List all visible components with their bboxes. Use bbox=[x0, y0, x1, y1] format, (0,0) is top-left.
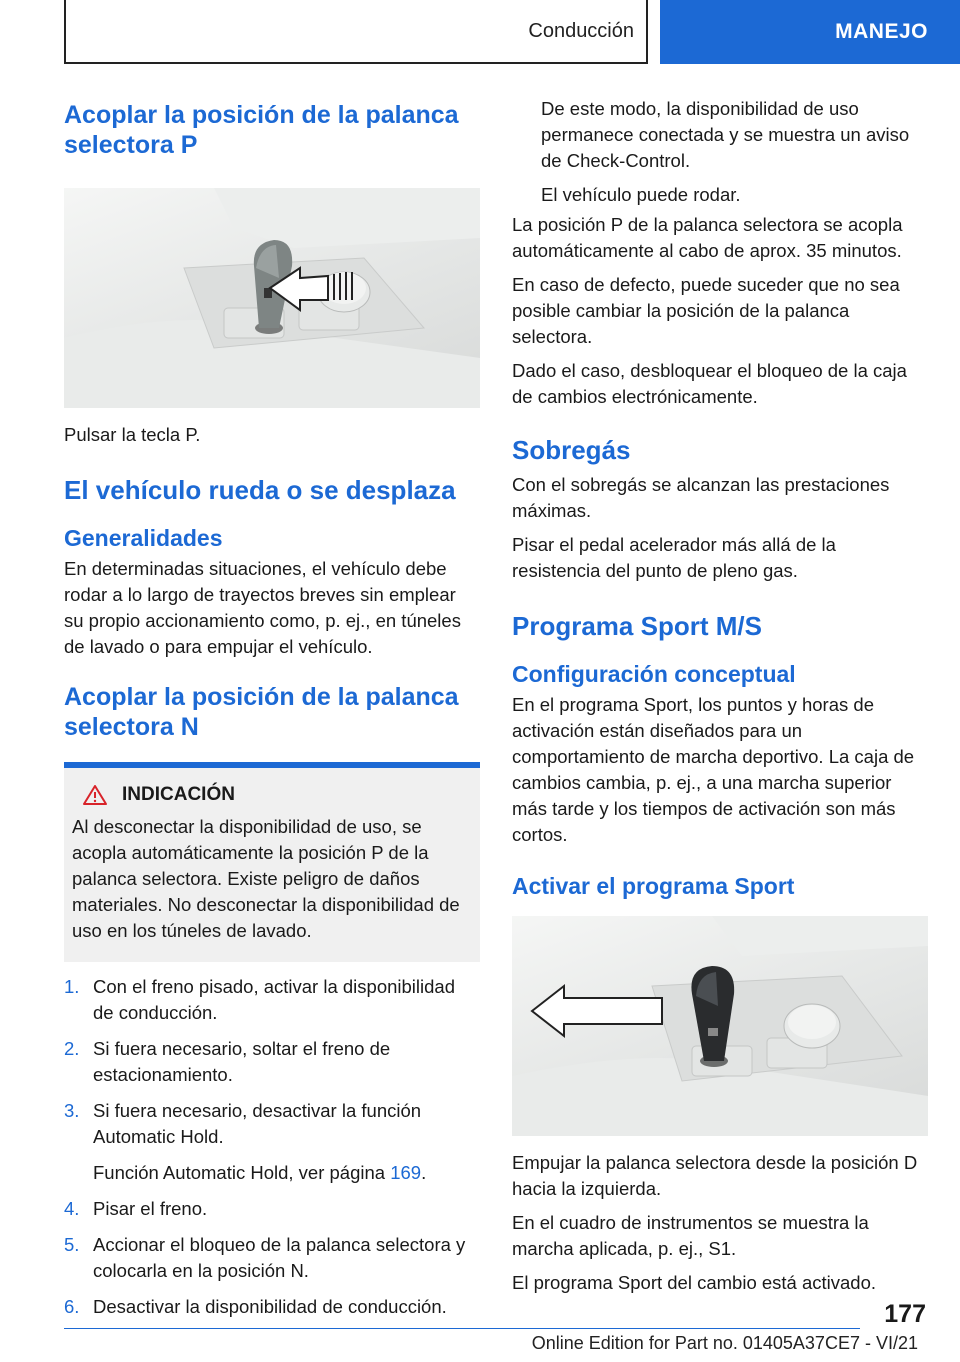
step-number: 6. bbox=[64, 1296, 80, 1317]
paragraph-auto-p: La posición P de la palanca selectora se acopla automáticamente al cabo de aprox. 35 minutos. bbox=[512, 214, 903, 261]
header-chapter: MANEJO bbox=[835, 20, 928, 43]
paragraph-unlock: Dado el caso, desbloquear el bloqueo de la caja de cambios electrónicamente. bbox=[512, 360, 907, 407]
step-item bbox=[64, 1036, 480, 1088]
note-box bbox=[64, 762, 480, 962]
page-link-169[interactable]: 169 bbox=[390, 1162, 422, 1183]
step-item bbox=[64, 1232, 480, 1284]
caption-p: Pulsar la tecla P. bbox=[64, 424, 201, 445]
paragraph-kickdown-2: Pisar el pedal acelerador más allá de la resistencia del punto de pleno gas. bbox=[512, 534, 836, 581]
paragraph-kickdown-1: Con el sobregás se alcanzan las prestaciones máximas. bbox=[512, 474, 890, 521]
footer-edition: Online Edition for Part no. 01405A37CE7 - VI/21 bbox=[531, 1333, 918, 1353]
step-text: Pisar el freno. bbox=[93, 1198, 208, 1219]
paragraph-continued-2: El vehículo puede rodar. bbox=[541, 184, 741, 205]
paragraph-concept: En el programa Sport, los puntos y horas de activación están diseñados para un comportamiento de marcha deportivo. La caja de cambios cambia, p. ej., a una marcha superior más tarde y los tiempos de activación son más cortos. bbox=[512, 694, 915, 845]
gear-lever-sport-illustration bbox=[512, 916, 928, 1136]
warning-triangle-icon bbox=[82, 784, 108, 806]
step-number: 4. bbox=[64, 1198, 80, 1219]
step-item bbox=[64, 1098, 480, 1186]
step-number: 3. bbox=[64, 1100, 80, 1121]
figure-sport-lever bbox=[512, 916, 928, 1136]
heading-kickdown: Sobregás bbox=[512, 435, 631, 465]
step-text: Accionar el bloqueo de la palanca selectora y colocarla en la posición N. bbox=[93, 1234, 466, 1281]
paragraph-display: En el cuadro de instrumentos se muestra la marcha aplicada, p. ej., S1. bbox=[512, 1212, 869, 1259]
heading-activate-sport: Activar el programa Sport bbox=[512, 873, 795, 899]
gear-lever-p-illustration bbox=[64, 188, 480, 408]
page-number: 177 bbox=[884, 1300, 926, 1328]
step-text: Si fuera necesario, soltar el freno de estacionamiento. bbox=[93, 1038, 391, 1085]
step-text: Con el freno pisado, activar la disponibilidad de conducción. bbox=[93, 976, 455, 1023]
note-title: INDICACIÓN bbox=[122, 784, 235, 805]
header-section-box bbox=[64, 0, 648, 64]
right-column bbox=[512, 96, 928, 1296]
header-section: Conducción bbox=[528, 19, 634, 42]
heading-couple-p: Acoplar la posición de la palanca selectora P bbox=[64, 101, 459, 159]
step-reference bbox=[64, 1160, 479, 1186]
heading-rolling: El vehículo rueda o se desplaza bbox=[64, 475, 456, 505]
step-number: 2. bbox=[64, 1038, 80, 1059]
step-text: Desactivar la disponibilidad de conducción. bbox=[93, 1296, 447, 1317]
step-number: 5. bbox=[64, 1234, 80, 1255]
step-reference-text: Función Automatic Hold, ver página bbox=[93, 1162, 391, 1183]
heading-couple-n: Acoplar la posición de la palanca selectora N bbox=[64, 683, 459, 741]
note-text: Al desconectar la disponibilidad de uso, se acopla automáticamente la posición P de la palanca selectora. Existe peligro de daños materiales. No desconectar la disponibilidad de uso en los túneles de lavado. bbox=[72, 816, 460, 941]
step-item bbox=[64, 1196, 480, 1222]
figure-p-button bbox=[64, 188, 480, 408]
heading-sport: Programa Sport M/S bbox=[512, 611, 762, 641]
paragraph-sport-active: El programa Sport del cambio está activado. bbox=[512, 1272, 877, 1293]
footer-divider bbox=[64, 1328, 860, 1329]
note-header bbox=[82, 784, 472, 806]
paragraph-general: En determinadas situaciones, el vehículo debe rodar a lo largo de trayectos breves sin emplear su propio accionamiento como, p. ej., en túneles de lavado o para empujar el vehículo. bbox=[64, 558, 461, 657]
step-item bbox=[64, 974, 480, 1026]
caption-sport: Empujar la palanca selectora desde la posición D hacia la izquierda. bbox=[512, 1152, 918, 1199]
steps-list bbox=[64, 974, 480, 1320]
paragraph-defect: En caso de defecto, puede suceder que no sea posible cambiar la posición de la palanca selectora. bbox=[512, 274, 900, 347]
step-reference-end: . bbox=[421, 1162, 427, 1183]
heading-general: Generalidades bbox=[64, 525, 223, 551]
step-item bbox=[64, 1294, 480, 1320]
left-column bbox=[64, 100, 480, 1330]
heading-concept: Configuración conceptual bbox=[512, 661, 796, 687]
header-chapter-tab[interactable] bbox=[660, 0, 960, 64]
paragraph-continued-1: De este modo, la disponibilidad de uso permanece conectada y se muestra un aviso de Check-Control. bbox=[541, 98, 910, 171]
step-number: 1. bbox=[64, 976, 80, 997]
step-text: Si fuera necesario, desactivar la función Automatic Hold. bbox=[93, 1100, 422, 1147]
